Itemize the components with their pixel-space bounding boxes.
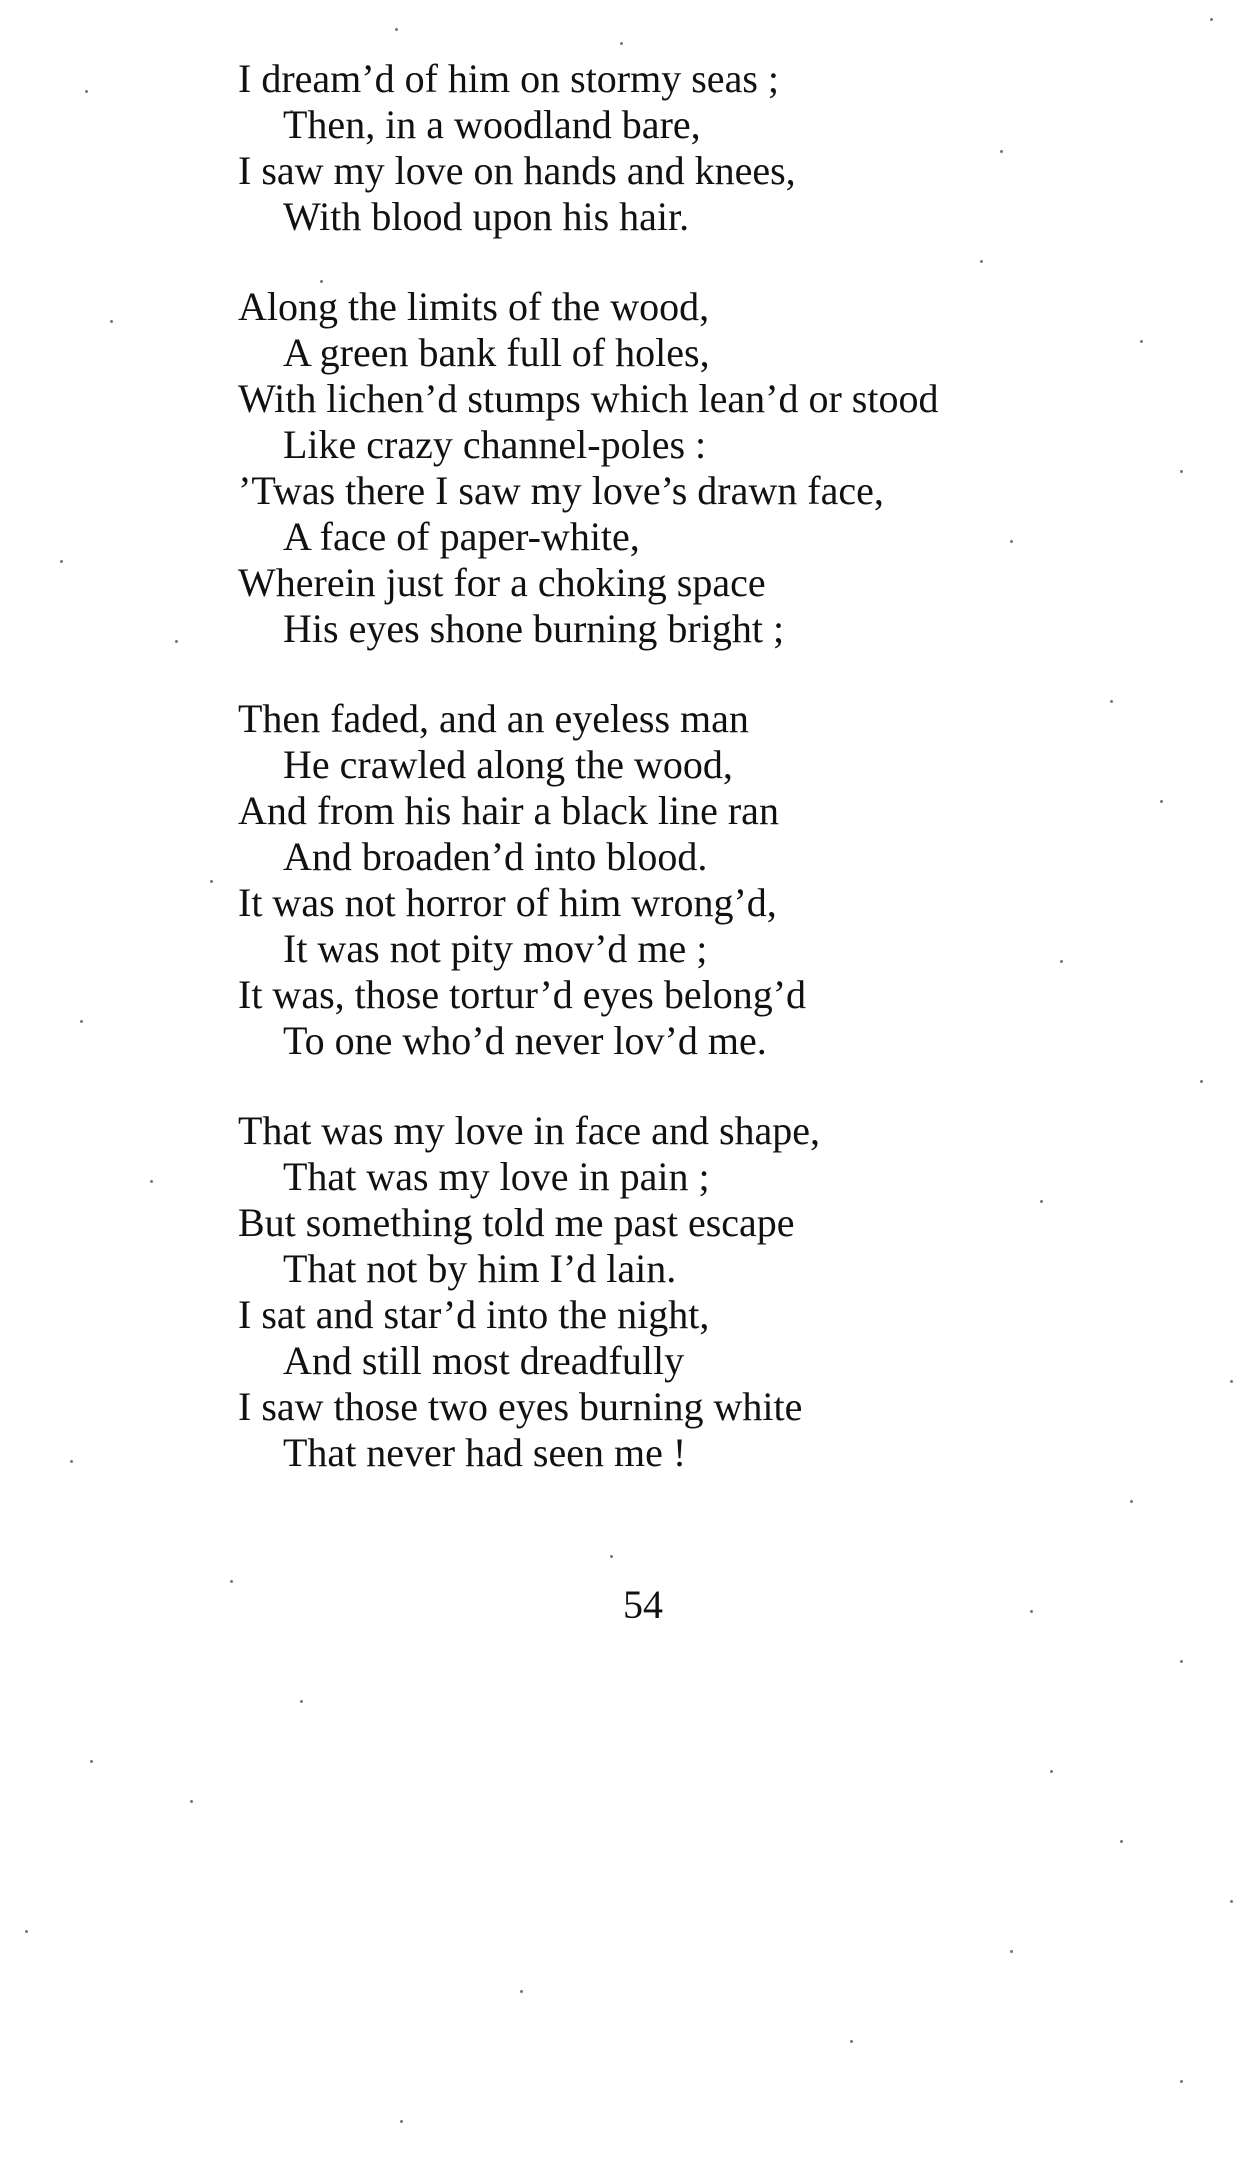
poem [238, 56, 1138, 1520]
poem-line: And broaden’d into blood. [283, 834, 708, 879]
poem-line: To one who’d never lov’d me. [283, 1018, 767, 1063]
speck [150, 1180, 153, 1183]
poem-line: I dream’d of him on stormy seas ; [238, 56, 779, 101]
stanza [238, 1108, 1138, 1476]
speck [1010, 1950, 1013, 1953]
poem-line: With blood upon his hair. [283, 194, 690, 239]
poem-line: Wherein just for a choking space [238, 560, 766, 605]
poem-line: It was, those tortur’d eyes belong’d [238, 972, 807, 1017]
speck [1180, 2080, 1183, 2083]
poem-line: A green bank full of holes, [283, 330, 710, 375]
speck [1180, 470, 1183, 473]
poem-line: It was not pity mov’d me ; [283, 926, 708, 971]
poem-line: He crawled along the wood, [283, 742, 733, 787]
speck [850, 2040, 853, 2043]
speck [110, 320, 113, 323]
poem-line: A face of paper-white, [283, 514, 640, 559]
poem-line: And from his hair a black line ran [238, 788, 779, 833]
speck [210, 880, 213, 883]
speck [70, 1460, 73, 1463]
poem-line: But something told me past escape [238, 1200, 795, 1245]
stanza [238, 56, 1138, 240]
poem-line: That never had seen me ! [283, 1430, 687, 1475]
poem-line: Then faded, and an eyeless man [238, 696, 749, 741]
speck [610, 1555, 613, 1558]
speck [1120, 1840, 1123, 1843]
poem-line: With lichen’d stumps which lean’d or stood [238, 376, 939, 421]
speck [85, 90, 88, 93]
poem-line: And still most dreadfully [283, 1338, 685, 1383]
stanza [238, 696, 1138, 1064]
speck [520, 1990, 523, 1993]
speck [1230, 1900, 1233, 1903]
speck [1180, 1660, 1183, 1663]
poem-line: Then, in a woodland bare, [283, 102, 701, 147]
poem-line: Along the limits of the wood, [238, 284, 710, 329]
poem-line: It was not horror of him wrong’d, [238, 880, 777, 925]
poem-line: Like crazy channel-poles : [283, 422, 707, 467]
speck [400, 2120, 403, 2123]
speck [90, 1760, 93, 1763]
speck [1050, 1770, 1053, 1773]
speck [1140, 340, 1143, 343]
speck [190, 1800, 193, 1803]
speck [620, 42, 623, 45]
poem-line: I sat and star’d into the night, [238, 1292, 710, 1337]
poem-line: I saw those two eyes burning white [238, 1384, 803, 1429]
speck [60, 560, 63, 563]
speck [300, 1700, 303, 1703]
speck [1230, 1380, 1233, 1383]
speck [80, 1020, 83, 1023]
poem-line: His eyes shone burning bright ; [283, 606, 785, 651]
page-number: 54 [623, 1582, 663, 1627]
stanza [238, 284, 1138, 652]
poem-line: That was my love in face and shape, [238, 1108, 821, 1153]
poem-line: ’Twas there I saw my love’s drawn face, [238, 468, 884, 513]
poem-line: That not by him I’d lain. [283, 1246, 677, 1291]
speck [395, 28, 398, 31]
speck [175, 640, 178, 643]
poem-line: That was my love in pain ; [283, 1154, 710, 1199]
speck [1210, 18, 1213, 21]
poem-line: I saw my love on hands and knees, [238, 148, 796, 193]
speck [1160, 800, 1163, 803]
speck [25, 1930, 28, 1933]
speck [1200, 1080, 1203, 1083]
